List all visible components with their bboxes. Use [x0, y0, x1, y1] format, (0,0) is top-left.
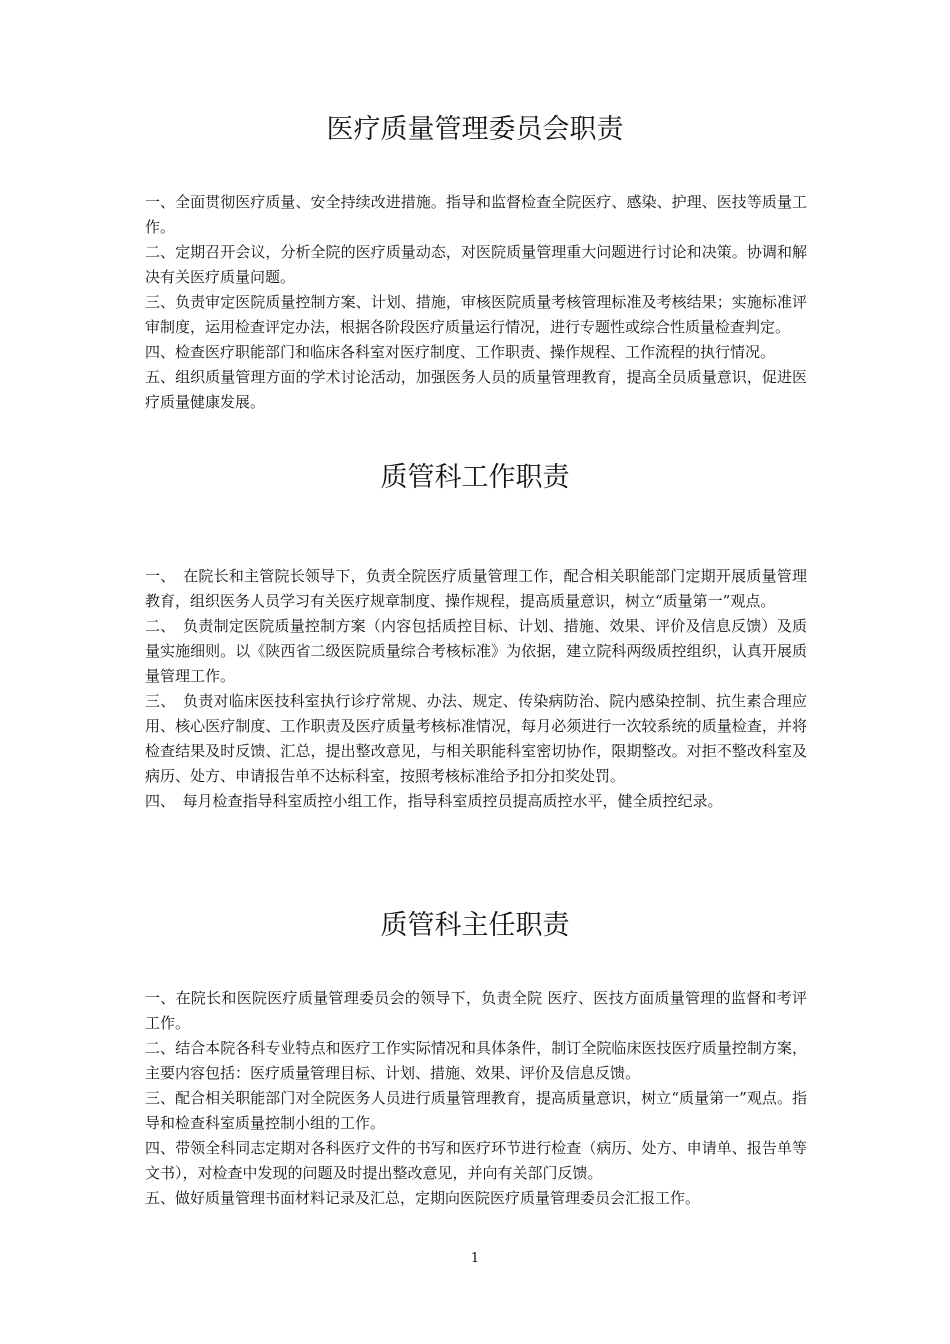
section-2-paragraph-4: 四、 每月检查指导科室质控小组工作，指导科室质控员提高质控水平，健全质控纪录。 [145, 792, 723, 810]
section-3-paragraph-2: 二、结合本院各科专业特点和医疗工作实际情况和具体条件，制订全院临床医技医疗质量控制方案，主要内容包括：医疗质量管理目标、计划、措施、效果、评价及信息反馈。 [145, 1039, 807, 1082]
section-1-body [145, 190, 807, 415]
section-2-paragraph-3: 三、 负责对临床医技科室执行诊疗常规、办法、规定、传染病防治、院内感染控制、抗生素合理应用、核心医疗制度、工作职责及医疗质量考核标准情况，每月必须进行一次较系统的质量检查，并将检查结果及时反馈、汇总，提出整改意见，与相关职能科室密切协作，限期整改。对拒不整改科室及病历、处方、申请报告单不达标科室，按照考核标准给予扣分扣奖处罚。 [145, 692, 807, 785]
section-2-paragraph-1: 一、 在院长和主管院长领导下，负责全院医疗质量管理工作，配合相关职能部门定期开展质量管理教育，组织医务人员学习有关医疗规章制度、操作规程，提高质量意识，树立“质量第一”观点。 [145, 567, 807, 610]
page-number: 1 [470, 1251, 480, 1266]
section-2-title: 质管科工作职责 [380, 462, 570, 493]
section-1-paragraph-4: 四、检查医疗职能部门和临床各科室对医疗制度、工作职责、操作规程、工作流程的执行情况。 [145, 343, 776, 361]
section-3-title: 质管科主任职责 [380, 910, 570, 941]
section-1-paragraph-5: 五、组织质量管理方面的学术讨论活动，加强医务人员的质量管理教育，提高全员质量意识，促进医疗质量健康发展。 [145, 368, 807, 411]
section-3-paragraph-1: 一、在院长和医院医疗质量管理委员会的领导下，负责全院 医疗、医技方面质量管理的监督和考评工作。 [145, 989, 807, 1032]
section-1-paragraph-1: 一、全面贯彻医疗质量、安全持续改进措施。指导和监督检查全院医疗、感染、护理、医技等质量工作。 [145, 193, 807, 236]
section-1-title: 医疗质量管理委员会职责 [326, 114, 624, 145]
section-3-body [145, 986, 807, 1211]
section-3-paragraph-5: 五、做好质量管理书面材料记录及汇总，定期向医院医疗质量管理委员会汇报工作。 [145, 1189, 701, 1207]
section-2-paragraph-2: 二、 负责制定医院质量控制方案（内容包括质控目标、计划、措施、效果、评价及信息反馈）及质量实施细则。以《陕西省二级医院质量综合考核标准》为依据，建立院科两级质控组织，认真开展质量管理工作。 [145, 617, 807, 685]
section-3-paragraph-3: 三、配合相关职能部门对全院医务人员进行质量管理教育，提高质量意识，树立“质量第一”观点。指导和检查科室质量控制小组的工作。 [145, 1089, 807, 1132]
section-3-paragraph-4: 四、带领全科同志定期对各科医疗文件的书写和医疗环节进行检查（病历、处方、申请单、报告单等文书），对检查中发现的问题及时提出整改意见，并向有关部门反馈。 [145, 1139, 807, 1182]
section-1-paragraph-2: 二、定期召开会议，分析全院的医疗质量动态，对医院质量管理重大问题进行讨论和决策。协调和解决有关医疗质量问题。 [145, 243, 807, 286]
section-2-body [145, 564, 807, 814]
section-1-paragraph-3: 三、负责审定医院质量控制方案、计划、措施，审核医院质量考核管理标准及考核结果；实施标准评审制度，运用检查评定办法，根据各阶段医疗质量运行情况，进行专题性或综合性质量检查判定。 [145, 293, 807, 336]
